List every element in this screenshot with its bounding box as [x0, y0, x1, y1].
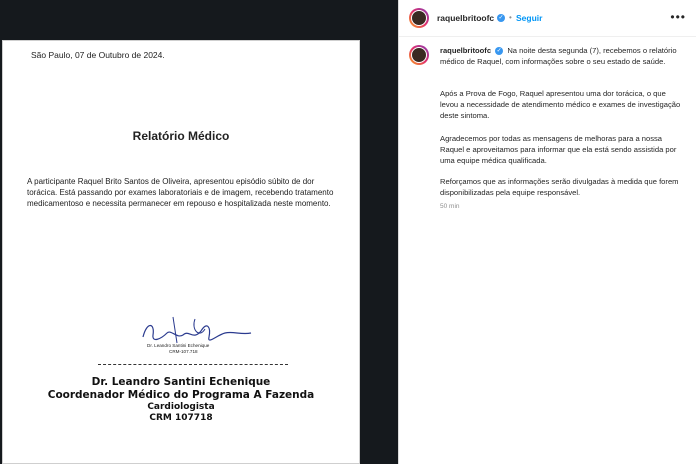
report-body: A participante Raquel Brito Santos de Oliveira, apresentou episódio súbito de dor torácica. Está passando por exames laboratoriais e de imagem, recebendo tratamento medicamentoso e necessita permanecer em repouso e hospitalizada neste momento. [27, 177, 334, 208]
caption-avatar[interactable] [409, 45, 429, 65]
caption-paragraph-1 [440, 45, 685, 67]
report-title: Relatório Médico [132, 129, 230, 143]
post-timestamp[interactable]: 50 min [440, 203, 460, 210]
doctor-crm: CRM 107718 [149, 413, 213, 423]
avatar[interactable] [409, 8, 429, 28]
report-date: São Paulo, 07 de Outubro de 2024. [31, 50, 165, 60]
caption-text-1: Na noite desta segunda (7), recebemos o relatório médico de Raquel, com informações sobre o seu estado de saúde. [440, 46, 677, 66]
verified-badge-icon: ✓ [498, 15, 504, 21]
caption-paragraph-4: Reforçamos que as informações serão divulgadas à medida que forem disponibilizadas pela equipe responsável. [440, 177, 679, 197]
handwritten-signature [133, 309, 263, 355]
medical-report-image [2, 40, 360, 464]
post-header [399, 0, 696, 37]
doctor-role: Coordenador Médico do Programa A Fazenda [47, 389, 315, 401]
caption-verified-icon: ✓ [496, 48, 502, 54]
follow-button[interactable]: Seguir [516, 13, 543, 23]
separator-dot: • [509, 13, 512, 22]
doctor-name: Dr. Leandro Santini Echenique [91, 376, 271, 388]
caption-paragraph-3: Agradecemos por todas as mensagens de melhoras para a nossa Raquel e aproveitamos para informar que ela está sendo assistida por uma equipe médica qualificada. [440, 134, 677, 165]
instagram-post-panel [398, 0, 696, 464]
signature-crm: CRM-107.718 [169, 349, 198, 354]
more-options-icon[interactable]: ••• [670, 10, 686, 24]
signature-divider [98, 364, 288, 365]
header-username[interactable]: raquelbritoofc [437, 13, 495, 23]
doctor-block [3, 376, 359, 424]
signature-name: Dr. Leandro Santini Echenique [147, 343, 210, 348]
doctor-specialty: Cardiologista [147, 402, 215, 412]
caption-username[interactable]: raquelbritoofc [440, 46, 492, 55]
caption-paragraph-2: Após a Prova de Fogo, Raquel apresentou uma dor torácica, o que levou a necessidade de atendimento médico e exames de investigação deste sintoma. [440, 89, 681, 120]
